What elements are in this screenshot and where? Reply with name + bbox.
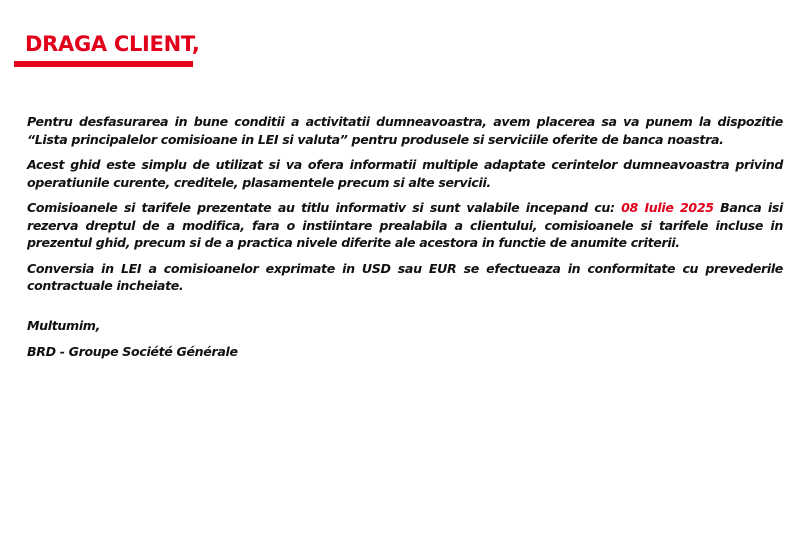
intro-paragraph: Pentru desfasurarea in bune conditii a activitatii dumneavoastra, avem placerea sa va punem la dispozitie “Lista principalelor comisioane in LEI si valuta” pentru produsele si serviciile oferite de banca noastra.	[27, 114, 783, 147]
closing-thanks: Multumim,	[27, 318, 100, 333]
page-title: DRAGA CLIENT,	[25, 32, 200, 56]
letter-body	[27, 113, 783, 303]
validity-text-after: Banca isi rezerva dreptul de a modifica, fara o instiintare prealabila a clientului, comisioanele si tarifele incluse in prezentul ghid, precum si de a practica nivele diferite ale acestora in functie de anumite criterii.	[27, 200, 783, 250]
guide-paragraph: Acest ghid este simplu de utilizat si va ofera informatii multiple adaptate cerintelor dumneavoastra privind operatiunile curente, creditele, plasamentele precum si alte servicii.	[27, 157, 783, 190]
validity-paragraph	[27, 199, 783, 252]
conversion-paragraph: Conversia in LEI a comisioanelor exprimate in USD sau EUR se efectueaza in conformitate cu prevederile contractuale incheiate.	[27, 260, 783, 293]
validity-date: 08 Iulie 2025	[621, 200, 714, 215]
validity-text-before: Comisioanele si tarifele prezentate au titlu informativ si sunt valabile incepand cu:	[27, 200, 622, 215]
title-underline	[14, 61, 193, 67]
signature: BRD - Groupe Société Générale	[27, 344, 238, 359]
